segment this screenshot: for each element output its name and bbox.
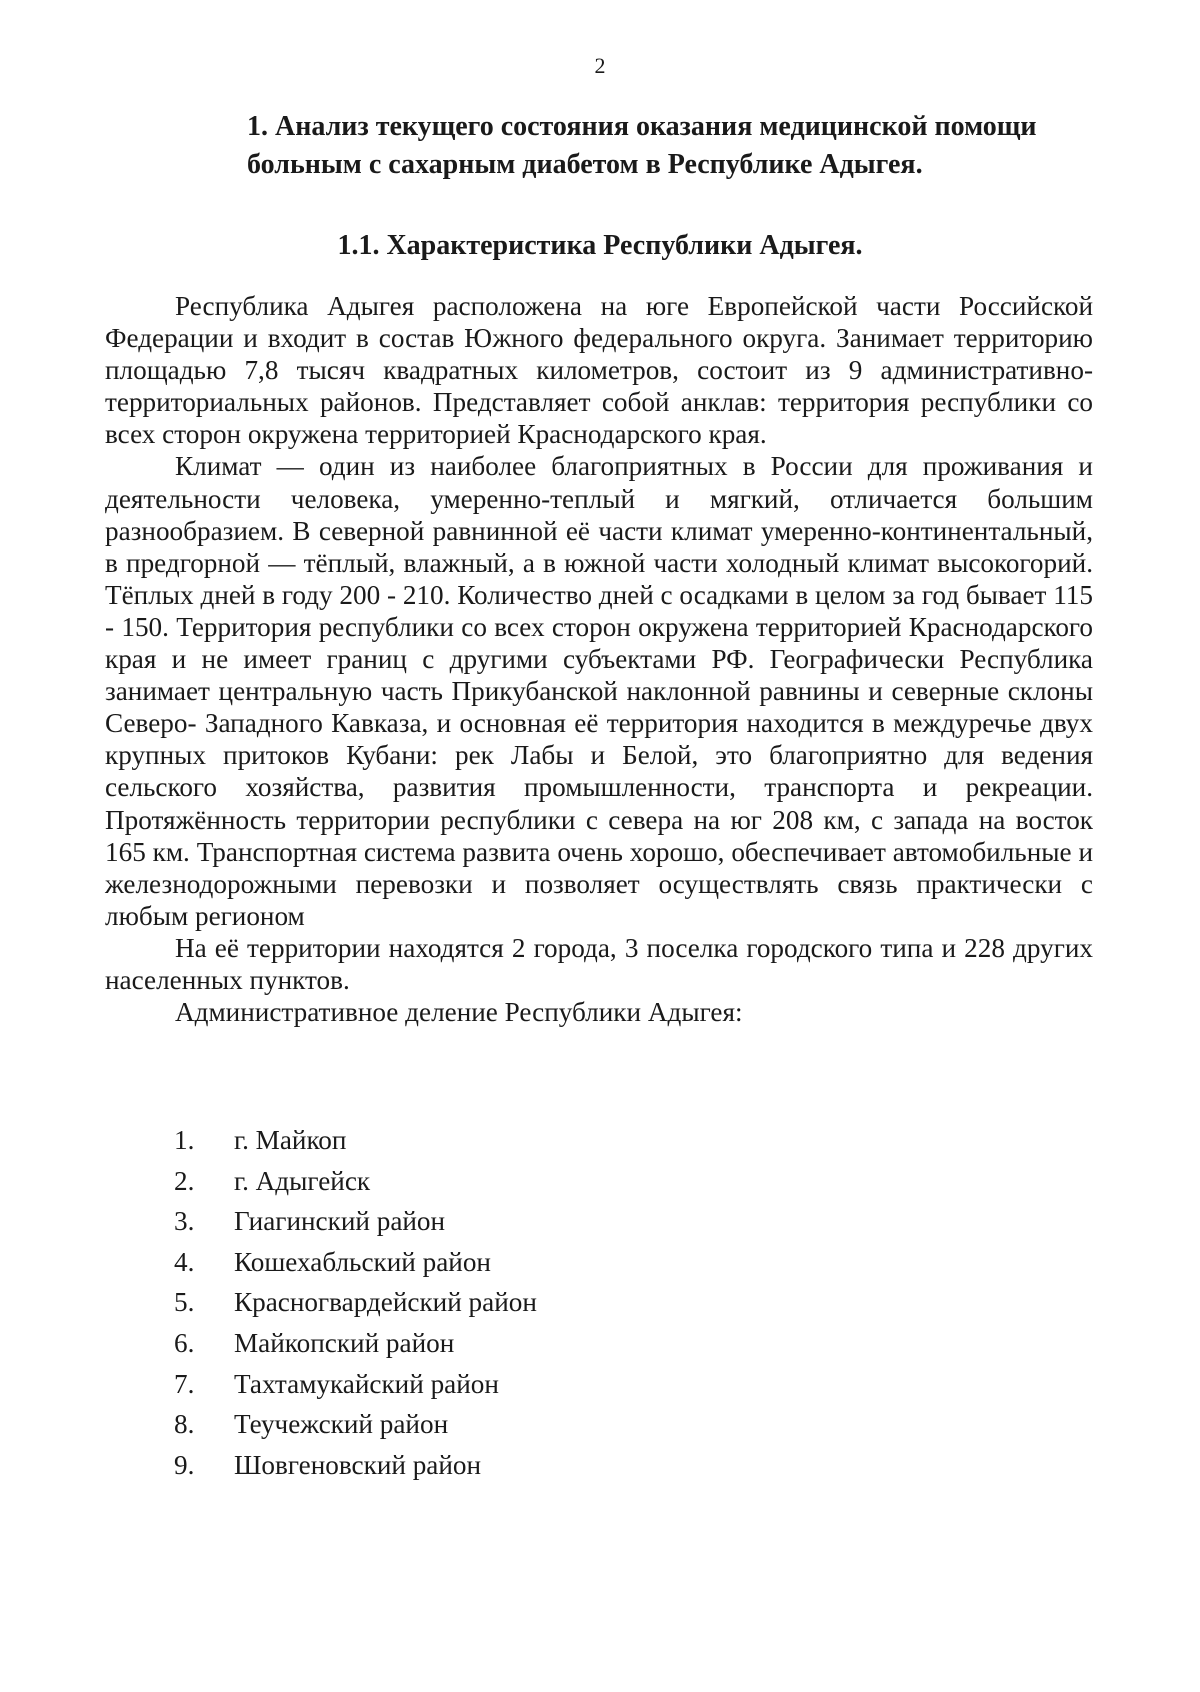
list-item-number: 1. <box>174 1125 195 1155</box>
list-item <box>174 1201 537 1242</box>
list-item-number: 2. <box>174 1165 195 1196</box>
page-number: 2 <box>594 53 606 78</box>
list-item-number: 7. <box>174 1368 195 1399</box>
list-item-number: 8. <box>174 1409 195 1440</box>
list-item-number: 5. <box>174 1287 195 1318</box>
list-item-label: г. Адыгейск <box>234 1165 371 1196</box>
subsection-title: 1.1. Характеристика Республики Адыгея. <box>337 230 863 261</box>
list-item-label: Кошехабльский район <box>234 1246 491 1277</box>
list-item-number: 9. <box>174 1449 195 1480</box>
body-text <box>105 290 1093 1028</box>
list-item <box>174 1282 537 1323</box>
list-item-number: 3. <box>174 1206 195 1237</box>
list-item-number: 4. <box>174 1246 195 1277</box>
paragraph: Климат — один из наиболее благоприятных в России для проживания и деятельности человека, умеренно-теплый и мягкий, отличается большим разнообразием. В северной равнинной её части климат умеренно-континентальный, в предгорной — тёплый, влажный, а в южной части холодный климат высокогорий. Тёплых дней в году 200 - 210. Количество дней с осадками в целом за год бывает 115 - 150. Территория республики со всех сторон окружена территорией Краснодарского края и не имеет границ с другими субъектами РФ. Географически Республика занимает центральную часть Прикубанской наклонной равнины и северные склоны Северо- Западного Кавказа, и основная её территория находится в междуречье двух крупных притоков Кубани: рек Лабы и Белой, это благоприятно для ведения сельского хозяйства, развития промышленности, транспорта и рекреации. Протяжённость территории республики с севера на юг 208 км, с запада на восток 165 км. Транспортная система развита очень хорошо, обеспечивает автомобильные и железнодорожными перевозки и позволяет осуществлять связь практически с любым регионом <box>105 451 1093 931</box>
administrative-division-list <box>174 1120 537 1485</box>
list-item-label: Теучежский район <box>234 1409 449 1440</box>
list-item <box>174 1323 537 1364</box>
paragraph: На её территории находятся 2 города, 3 поселка городского типа и 228 других населенных пунктов. <box>105 932 1093 995</box>
list-item-label: Майкопский район <box>234 1327 455 1358</box>
list-item <box>174 1120 537 1161</box>
paragraph: Республика Адыгея расположена на юге Европейской части Российской Федерации и входит в состав Южного федерального округа. Занимает территорию площадью 7,8 тысяч квадратных километров, состоит из 9 административно-территориальных районов. Представляет собой анклав: территория республики со всех сторон окружена территорией Краснодарского края. <box>105 291 1093 450</box>
list-item-number: 6. <box>174 1327 195 1358</box>
paragraph: Административное деление Республики Адыгея: <box>175 997 743 1028</box>
list-item-label: Гиагинский район <box>234 1206 446 1237</box>
list-item <box>174 1242 537 1283</box>
list-item <box>174 1404 537 1445</box>
list-item <box>174 1364 537 1405</box>
list-item <box>174 1445 537 1486</box>
list-item <box>174 1161 537 1202</box>
list-item-label: г. Майкоп <box>234 1125 347 1155</box>
list-item-label: Шовгеновский район <box>234 1449 482 1480</box>
list-item-label: Красногвардейский район <box>234 1287 537 1318</box>
section-title: 1. Анализ текущего состояния оказания медицинской помощи больным с сахарным диабетом в Республике Адыгея. <box>247 111 1037 180</box>
list-item-label: Тахтамукайский район <box>234 1368 499 1399</box>
